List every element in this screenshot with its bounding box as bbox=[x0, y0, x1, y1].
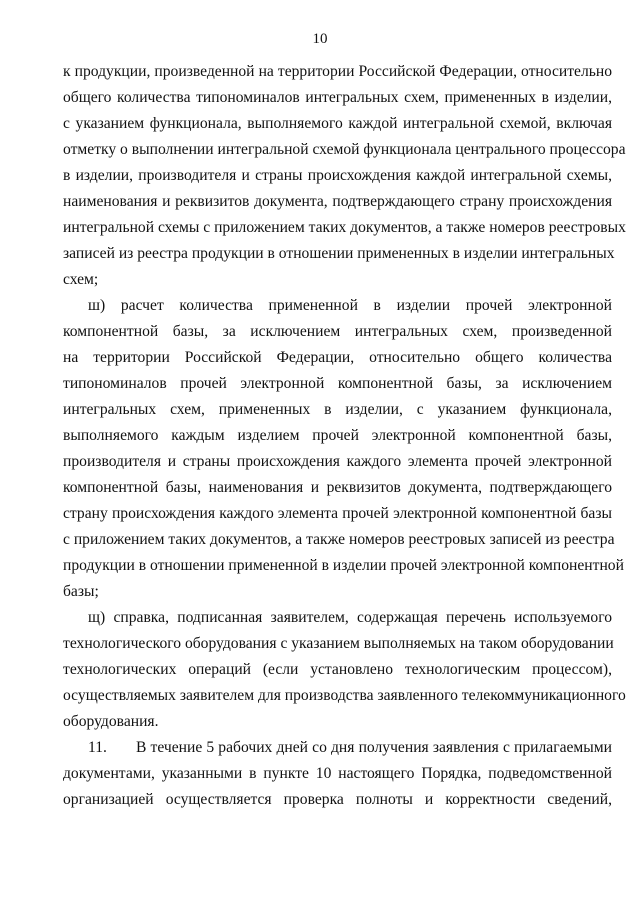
text-line: документами, указанными в пункте 10 настоящего Порядка, подведомственной bbox=[63, 765, 612, 782]
text-line: с указанием функционала, выполняемого каждой интегральной схемой, включая bbox=[63, 115, 612, 132]
text-line: общего количества типономиналов интегральных схем, примененных в изделии, bbox=[63, 89, 612, 106]
text-line: в изделии, производителя и страны происхождения каждой интегральной схемы, bbox=[63, 167, 612, 184]
item-number: 11. bbox=[88, 739, 107, 756]
paragraph-sh-first-line: ш) расчет количества примененной в изделии прочей электронной bbox=[88, 297, 612, 314]
text-line: технологического оборудования с указанием выполняемых на таком оборудовании bbox=[63, 635, 614, 652]
text-line: базы; bbox=[63, 583, 99, 600]
page-number: 10 bbox=[312, 31, 328, 47]
text-line: интегральных схем, примененных в изделии, с указанием функционала, bbox=[63, 401, 612, 418]
text-line: В течение 5 рабочих дней со дня получения заявления с прилагаемыми bbox=[136, 739, 612, 756]
text-line: схем; bbox=[63, 271, 99, 288]
text-line: типономиналов прочей электронной компонентной базы, за исключением bbox=[63, 375, 612, 392]
text-line: технологических операций (если установлено технологическим процессом), bbox=[63, 661, 612, 678]
text-line: с приложением таких документов, а также номеров реестровых записей из реестра bbox=[63, 531, 615, 548]
text-line: производителя и страны происхождения каждого элемента прочей электронной bbox=[63, 453, 612, 470]
text-line: наименования и реквизитов документа, подтверждающего страну происхождения bbox=[63, 193, 612, 210]
text-line: компонентной базы, наименования и реквизитов документа, подтверждающего bbox=[63, 479, 612, 496]
text-line: оборудования. bbox=[63, 713, 159, 730]
paragraph-shch-first-line: щ) справка, подписанная заявителем, содержащая перечень используемого bbox=[88, 609, 612, 626]
text-line: к продукции, произведенной на территории Российской Федерации, относительно bbox=[63, 63, 612, 80]
text-line: интегральной схемы с приложением таких документов, а также номеров реестровых bbox=[63, 219, 626, 236]
text-line: осуществляемых заявителем для производства заявленного телекоммуникационного bbox=[63, 687, 626, 704]
text-line: страну происхождения каждого элемента прочей электронной компонентной базы bbox=[63, 505, 612, 522]
text-line: записей из реестра продукции в отношении примененных в изделии интегральных bbox=[63, 245, 615, 262]
text-line: продукции в отношении примененной в изделии прочей электронной компонентной bbox=[63, 557, 624, 574]
paragraph-11-first-line bbox=[88, 738, 612, 757]
text-line: компонентной базы, за исключением интегральных схем, произведенной bbox=[63, 323, 612, 340]
text-line: отметку о выполнении интегральной схемой функционала центрального процессора bbox=[63, 141, 626, 158]
text-line: на территории Российской Федерации, относительно общего количества bbox=[63, 349, 612, 366]
text-line: организацией осуществляется проверка полноты и корректности сведений, bbox=[63, 791, 612, 808]
text-line: выполняемого каждым изделием прочей электронной компонентной базы, bbox=[63, 427, 612, 444]
